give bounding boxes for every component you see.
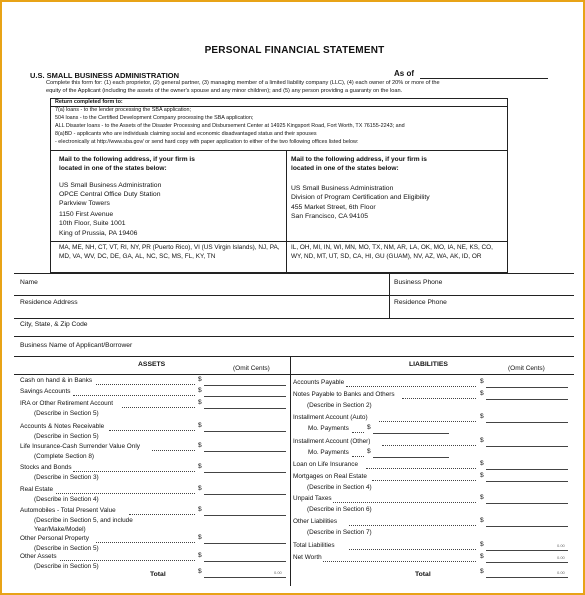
asset-sublabel: (Complete Section 8) xyxy=(34,453,95,460)
asset-leader xyxy=(122,407,195,408)
asset-amount-field[interactable] xyxy=(204,543,286,544)
asset-sublabel: (Describe in Section 5, and include xyxy=(34,517,133,524)
liability-zero: 0.00 xyxy=(557,543,565,548)
right-address-1: US Small Business Administration xyxy=(291,185,394,192)
left-address-6: King of Prussia, PA 19406 xyxy=(59,230,138,237)
liability-label: Notes Payable to Banks and Others xyxy=(293,391,395,398)
asset-label: IRA or Other Retirement Account xyxy=(20,400,114,407)
asset-label: Stocks and Bonds xyxy=(20,464,72,471)
liability-dollar: $ xyxy=(480,460,484,467)
liability-dollar: $ xyxy=(480,390,484,397)
liability-amount-field[interactable] xyxy=(486,550,568,551)
left-mail-header-2: located in one of the states below: xyxy=(59,165,167,172)
residence-phone-label: Residence Phone xyxy=(394,299,447,306)
liability-dollar: $ xyxy=(480,472,484,479)
as-of-label: As of xyxy=(394,69,414,78)
asset-amount-field[interactable] xyxy=(204,494,286,495)
liability-label: Installment Account (Auto) xyxy=(293,414,368,421)
asset-dollar: $ xyxy=(198,506,202,513)
asset-sublabel: (Describe in Section 4) xyxy=(34,496,99,503)
liability-amount-field[interactable] xyxy=(486,526,568,527)
right-address-3: 455 Market Street, 6th Floor xyxy=(291,204,376,211)
liability-leader xyxy=(402,398,476,399)
asset-sublabel-2: Year/Make/Model) xyxy=(34,526,86,533)
asset-sublabel: (Describe in Section 5) xyxy=(34,545,99,552)
return-line-8a: 8(a)BD - applicants who are individuals claiming social and economic disadvantaged status and their spouses xyxy=(55,131,317,137)
asset-label: Real Estate xyxy=(20,486,54,493)
business-phone-label: Business Phone xyxy=(394,279,443,286)
intro-line-2: equity of the Applicant (including the assets of the owner's spouse and any minor children); and (5) any person providing a guaranty on the loan. xyxy=(46,88,403,94)
asset-amount-field[interactable] xyxy=(204,408,286,409)
asset-label: Other Assets xyxy=(20,553,57,560)
asset-dollar: $ xyxy=(198,376,202,383)
liability-leader xyxy=(379,421,476,422)
liability-leader xyxy=(372,480,476,481)
asset-label: Automobiles - Total Present Value xyxy=(20,507,116,514)
liability-amount-field[interactable] xyxy=(486,503,568,504)
liability-dollar: $ xyxy=(480,553,484,560)
liability-label: Total Liabilities xyxy=(293,542,335,549)
asset-label: Cash on hand & in Banks xyxy=(20,377,93,384)
liability-amount-field[interactable] xyxy=(486,562,568,563)
liability-amount-field[interactable] xyxy=(486,481,568,482)
liabilities-total-label: Total xyxy=(415,571,431,578)
asset-dollar: $ xyxy=(198,442,202,449)
liability-leader xyxy=(366,468,476,469)
left-mail-header-1: Mail to the following address, if your firm is xyxy=(59,156,195,163)
asset-leader xyxy=(152,450,195,451)
liability-amount-field[interactable] xyxy=(486,387,568,388)
asset-amount-field[interactable] xyxy=(204,396,286,397)
left-address-5: 10th Floor, Suite 1001 xyxy=(59,220,126,227)
asset-leader xyxy=(56,493,195,494)
liability-sublabel: (Describe in Section 2) xyxy=(307,402,372,409)
liability-amount-field[interactable] xyxy=(486,399,568,400)
liability-leader xyxy=(349,549,476,550)
liability-sublabel: (Describe in Section 6) xyxy=(307,506,372,513)
asset-leader xyxy=(96,384,195,385)
mo-payment-dollar: $ xyxy=(367,448,371,455)
asset-dollar: $ xyxy=(198,399,202,406)
liabilities-total-dollar: $ xyxy=(480,568,484,575)
asset-dollar: $ xyxy=(198,552,202,559)
liability-dollar: $ xyxy=(480,413,484,420)
return-line-disaster: ALL Disaster loans - to the Assets of the Disaster Processing and Disbursement Center at 14925 Kingsport Road, Fort Worth, TX 76155-2243; and xyxy=(55,123,405,129)
right-mail-header-2: located in one of the states below: xyxy=(291,165,399,172)
city-state-zip-label: City, State, & Zip Code xyxy=(20,321,88,328)
name-label: Name xyxy=(20,279,38,286)
liability-label: Unpaid Taxes xyxy=(293,495,332,502)
as-of-field[interactable] xyxy=(420,78,548,79)
asset-sublabel: (Describe in Section 5) xyxy=(34,410,99,417)
liability-amount-field[interactable] xyxy=(486,446,568,447)
asset-label: Other Personal Property xyxy=(20,535,89,542)
liability-sublabel: (Describe in Section 7) xyxy=(307,529,372,536)
liability-leader xyxy=(349,525,476,526)
mo-payment-field[interactable] xyxy=(373,457,449,458)
residence-address-label: Residence Address xyxy=(20,299,78,306)
liability-label: Mortgages on Real Estate xyxy=(293,473,367,480)
left-address-1: US Small Business Administration xyxy=(59,182,162,189)
liabilities-omit-cents: (Omit Cents) xyxy=(508,365,545,372)
asset-amount-field[interactable] xyxy=(204,472,286,473)
assets-total-field[interactable] xyxy=(204,577,286,578)
asset-dollar: $ xyxy=(198,422,202,429)
liability-zero: 0.00 xyxy=(557,555,565,560)
return-line-7a: 7(a) loans - to the lender processing the SBA application; xyxy=(55,107,192,113)
liability-dollar: $ xyxy=(480,517,484,524)
asset-amount-field[interactable] xyxy=(204,385,286,386)
left-address-3: Parkview Towers xyxy=(59,200,110,207)
asset-label: Life Insurance-Cash Surrender Value Only xyxy=(20,443,140,450)
asset-sublabel: (Describe in Section 5) xyxy=(34,433,99,440)
liability-sublabel: Mo. Payments xyxy=(308,425,349,432)
liabilities-header: LIABILITIES xyxy=(409,361,448,368)
liability-leader xyxy=(323,561,476,562)
mo-payment-field[interactable] xyxy=(373,433,449,434)
asset-sublabel: (Describe in Section 3) xyxy=(34,474,99,481)
intro-line-1: Complete this form for: (1) each proprietor, (2) general partner, (3) managing member of a limited liability company (LLC), (4) each owner of 20% or more of the xyxy=(46,80,440,86)
asset-amount-field[interactable] xyxy=(204,561,286,562)
asset-leader xyxy=(60,560,195,561)
asset-dollar: $ xyxy=(198,485,202,492)
liabilities-total-field[interactable] xyxy=(486,577,568,578)
liability-sublabel: (Describe in Section 4) xyxy=(307,484,372,491)
liability-label: Net Worth xyxy=(293,554,322,561)
return-line-504: 504 loans - to the Certified Development Company processing the SBA application; xyxy=(55,115,254,121)
asset-dollar: $ xyxy=(198,387,202,394)
asset-leader xyxy=(109,430,195,431)
liabilities-total-zero: 0.00 xyxy=(557,570,565,575)
liability-dollar: $ xyxy=(480,378,484,385)
right-states-list: IL, OH, MI, IN, WI, MN, MO, TX, NM, AR, LA, OK, MO, IA, NE, KS, CO, WY, ND, MT, UT, SD, CA, HI, GU (GUAM), NV, AZ, WA, AK, ID, OR xyxy=(291,244,493,261)
liability-dollar: $ xyxy=(480,437,484,444)
right-address-4: San Francisco, CA 94105 xyxy=(291,213,369,220)
asset-amount-field[interactable] xyxy=(204,515,286,516)
return-heading: Return completed form to: xyxy=(55,99,123,105)
liability-label: Loan on Life Insurance xyxy=(293,461,359,468)
liability-dollar: $ xyxy=(480,494,484,501)
right-address-2: Division of Program Certification and Eligibility xyxy=(291,194,430,201)
assets-total-dollar: $ xyxy=(198,568,202,575)
assets-omit-cents: (Omit Cents) xyxy=(233,365,270,372)
liability-mo-leader xyxy=(352,432,364,433)
asset-leader xyxy=(73,471,195,472)
asset-dollar: $ xyxy=(198,534,202,541)
asset-leader xyxy=(129,514,195,515)
liability-label: Accounts Payable xyxy=(293,379,345,386)
asset-amount-field[interactable] xyxy=(204,451,286,452)
liability-mo-leader xyxy=(352,456,364,457)
asset-dollar: $ xyxy=(198,463,202,470)
asset-sublabel: (Describe in Section 5) xyxy=(34,563,99,570)
agency-name: U.S. SMALL BUSINESS ADMINISTRATION xyxy=(30,71,180,80)
liability-dollar: $ xyxy=(480,541,484,548)
liability-sublabel: Mo. Payments xyxy=(308,449,349,456)
left-states-list: MA, ME, NH, CT, VT, RI, NY, PR (Puerto Rico), VI (US Virgin Islands), NJ, PA, MD, VA, WV, DC, DE, GA, AL, NC, SC, MS, FL, KY, TN xyxy=(59,244,280,261)
asset-leader xyxy=(73,395,195,396)
liability-label: Other Liabilities xyxy=(293,518,338,525)
liability-amount-field[interactable] xyxy=(486,469,568,470)
assets-total-label: Total xyxy=(150,571,166,578)
left-address-2: OPCE Central Office Duty Station xyxy=(59,191,161,198)
liability-label: Installment Account (Other) xyxy=(293,438,371,445)
return-line-electronic: - electronically at http://www.sba.gov/ or send hard copy with paper application to either of the two following offices listed below: xyxy=(55,139,359,145)
liability-leader xyxy=(346,386,476,387)
mo-payment-dollar: $ xyxy=(367,424,371,431)
assets-total-zero: 0.00 xyxy=(274,570,282,575)
form-title: PERSONAL FINANCIAL STATEMENT xyxy=(204,45,385,56)
liability-amount-field[interactable] xyxy=(486,422,568,423)
asset-label: Savings Accounts xyxy=(20,388,71,395)
right-mail-header-1: Mail to the following address, if your firm is xyxy=(291,156,427,163)
left-address-4: 1150 First Avenue xyxy=(59,211,114,218)
liability-leader xyxy=(382,445,476,446)
asset-leader xyxy=(96,542,195,543)
liability-leader xyxy=(333,502,476,503)
asset-label: Accounts & Notes Receivable xyxy=(20,423,105,430)
business-name-label: Business Name of Applicant/Borrower xyxy=(20,342,133,349)
asset-amount-field[interactable] xyxy=(204,431,286,432)
assets-header: ASSETS xyxy=(138,361,166,368)
